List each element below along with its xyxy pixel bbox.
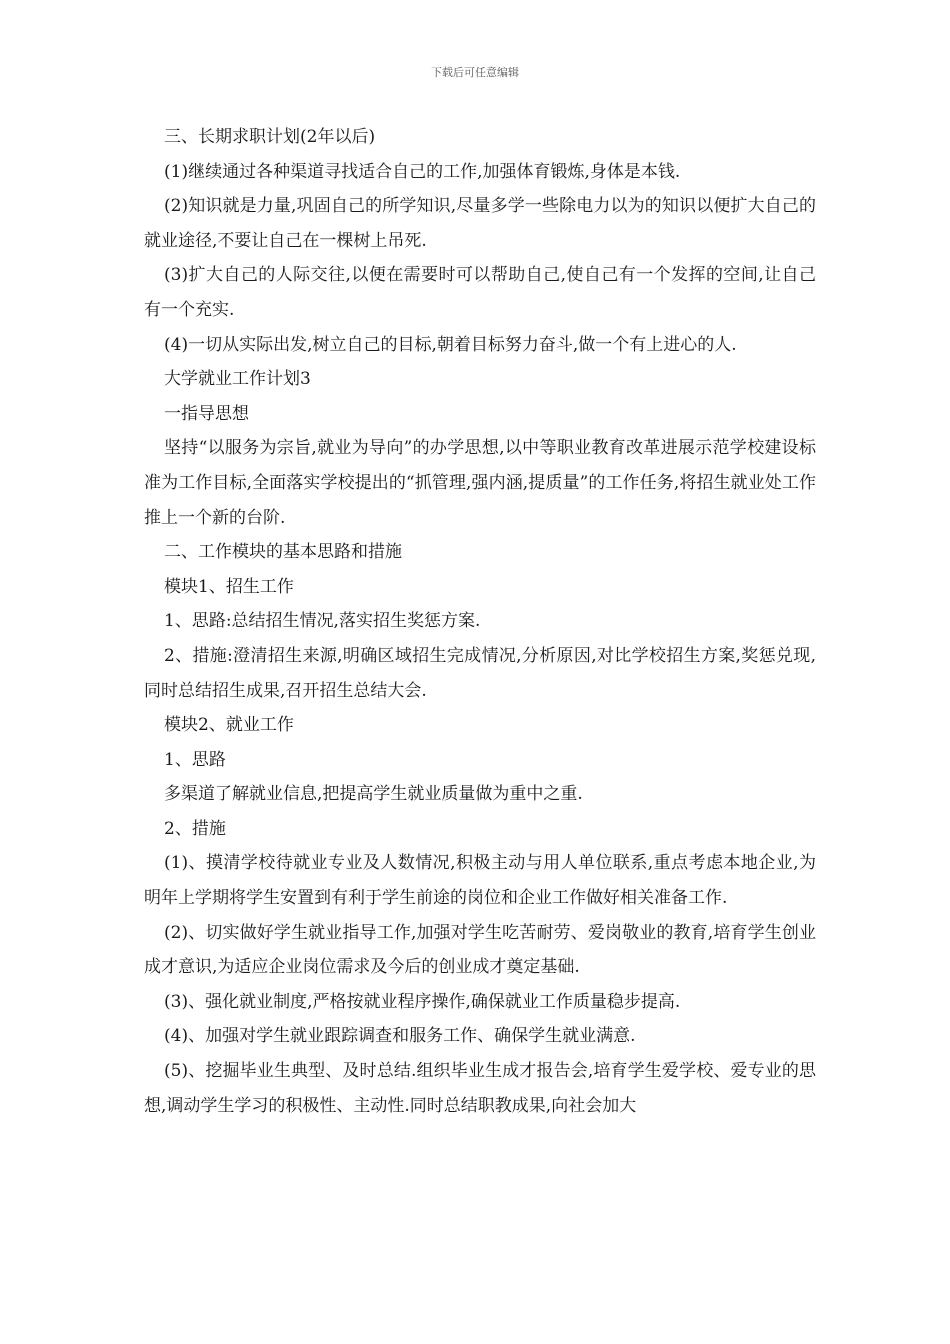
paragraph: (3)、强化就业制度,严格按就业程序操作,确保就业工作质量稳步提高. xyxy=(164,991,681,1012)
paragraph: (4)一切从实际出发,树立自己的目标,朝着目标努力奋斗,做一个有上进心的人. xyxy=(164,334,737,355)
paragraph: (1)、摸清学校待就业专业及人数情况,积极主动与用人单位联系,重点考虑本地企业,为明年上学期将学生安置到有利于学生前途的岗位和企业工作做好相关准备工作. xyxy=(144,853,816,909)
subheading: 1、思路 xyxy=(164,749,226,770)
paragraph: 坚持“以服务为宗旨,就业为导向”的办学思想,以中等职业教育改革进展示范学校建设标准为工作目标,全面落实学校提出的“抓管理,强内涵,提质量”的工作任务,将招生就业处工作推上一个新的台阶. xyxy=(144,438,816,528)
paragraph: 多渠道了解就业信息,把提高学生就业质量做为重中之重. xyxy=(164,784,583,805)
paragraph: (1)继续通过各种渠道寻找适合自己的工作,加强体育锻炼,身体是本钱. xyxy=(164,161,681,182)
paragraph: (5)、挖掘毕业生典型、及时总结.组织毕业生成才报告会,培育学生爱学校、爱专业的思想,调动学生学习的积极性、主动性.同时总结职教成果,向社会加大 xyxy=(144,1061,816,1116)
paragraph: 2、措施:澄清招生来源,明确区域招生完成情况,分析原因,对比学校招生方案,奖惩兑现,同时总结招生成果,召开招生总结大会. xyxy=(144,645,816,701)
page-header: 下载后可任意编辑 xyxy=(431,66,519,79)
paragraph: (3)扩大自己的人际交往,以便在需要时可以帮助自己,使自己有一个发挥的空间,让自己有一个充实. xyxy=(144,265,816,320)
module-heading: 模块2、就业工作 xyxy=(164,715,294,736)
section-heading: 二、工作模块的基本思路和措施 xyxy=(164,542,402,563)
section-heading: 三、长期求职计划(2年以后) xyxy=(164,127,376,147)
subheading: 2、措施 xyxy=(164,818,226,839)
paragraph: (2)知识就是力量,巩固自己的所学知识,尽量多学一些除电力以为的知识以便扩大自己的就业途径,不要让自己在一棵树上吊死. xyxy=(144,196,816,251)
paragraph: 1、思路:总结招生情况,落实招生奖惩方案. xyxy=(164,611,481,632)
module-heading: 模块1、招生工作 xyxy=(164,576,294,597)
document-body xyxy=(144,120,816,1123)
paragraph: (2)、切实做好学生就业指导工作,加强对学生吃苦耐劳、爱岗敬业的教育,培育学生创业成才意识,为适应企业岗位需求及今后的创业成才奠定基础. xyxy=(144,922,816,978)
document-title: 大学就业工作计划3 xyxy=(164,369,311,390)
paragraph: (4)、加强对学生就业跟踪调查和服务工作、确保学生就业满意. xyxy=(164,1026,636,1047)
section-heading: 一指导思想 xyxy=(164,403,249,424)
